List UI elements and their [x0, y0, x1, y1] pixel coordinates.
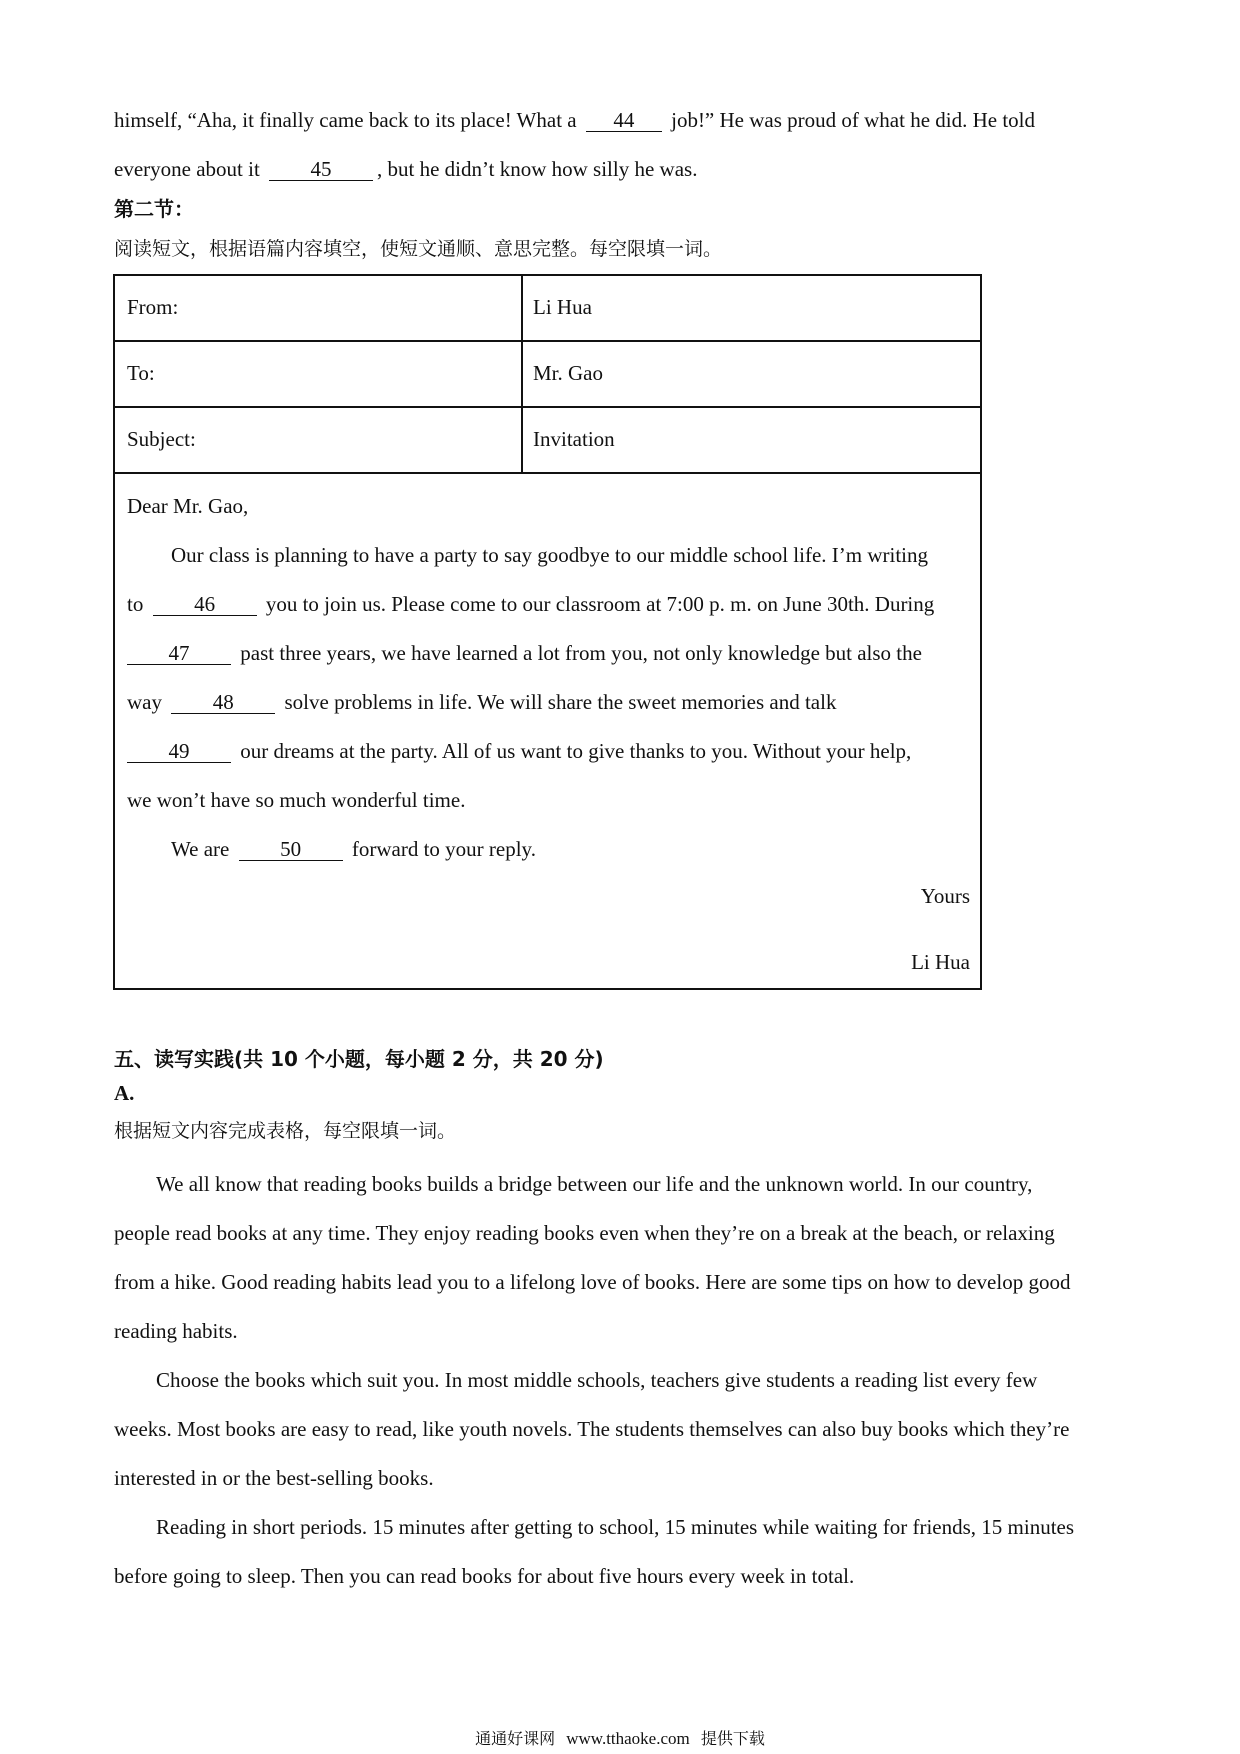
text-run: everyone about it [114, 157, 260, 181]
text-run: you to join us. Please come to our classroom at 7:00 p. m. on June 30th. During [265, 592, 935, 616]
text-run: past three years, we have learned a lot from you, not only knowledge but also the [240, 641, 922, 665]
passage-p1-line: reading habits. [114, 1319, 238, 1343]
letter-line-3 [127, 639, 922, 667]
blank-46[interactable]: 46 [153, 593, 257, 616]
letter-line-6: we won’t have so much wonderful time. [127, 788, 466, 812]
passage-p2-line: Choose the books which suit you. In most middle schools, teachers give students a reading list every few [156, 1368, 1038, 1392]
letter-line-4 [127, 688, 836, 716]
footer-suffix: 提供下载 [700, 1729, 765, 1748]
letter-signature: Li Hua [911, 950, 970, 974]
footer-url[interactable]: www.tthaoke.com [566, 1729, 690, 1748]
text-run: to [127, 592, 144, 616]
blank-44[interactable]: 44 [586, 109, 662, 132]
text-run: our dreams at the party. All of us want to give thanks to you. Without your help, [240, 739, 912, 763]
text-run: , but he didn’t know how silly he was. [377, 157, 698, 181]
section5-sub-a: A. [114, 1081, 135, 1105]
letter-line-5 [127, 737, 911, 765]
blank-49[interactable]: 49 [127, 740, 231, 763]
to-value: Mr. Gao [533, 361, 603, 385]
email-table [113, 274, 982, 990]
blank-48[interactable]: 48 [171, 691, 275, 714]
footer-site-name: 通通好课网 [475, 1729, 556, 1748]
blank-45[interactable]: 45 [269, 158, 373, 181]
blank-50[interactable]: 50 [239, 838, 343, 861]
passage-p2-line: interested in or the best-selling books. [114, 1466, 434, 1490]
text-run: forward to your reply. [351, 837, 536, 861]
text-run: We are [171, 837, 230, 861]
letter-closing: Yours [920, 884, 970, 908]
passage-p1-line: people read books at any time. They enjoy reading books even when they’re on a break at the beach, or relaxing [114, 1221, 1055, 1245]
text-run: job!” He was proud of what he did. He told [671, 108, 1036, 132]
passage-p3-line: before going to sleep. Then you can read books for about five hours every week in total. [114, 1564, 855, 1588]
from-label: From: [127, 295, 179, 319]
intro-line-1 [114, 106, 1124, 134]
column-divider [521, 276, 523, 340]
page-footer [0, 1728, 1240, 1750]
text-run: solve problems in life. We will share the sweet memories and talk [284, 690, 837, 714]
to-label: To: [127, 361, 155, 385]
passage-p2-line: weeks. Most books are easy to read, like youth novels. The students themselves can also buy books which they’re [114, 1417, 1070, 1441]
section5-heading: 五、读写实践(共 10 个小题，每小题 2 分，共 20 分) [114, 1047, 604, 1071]
email-row-subject [115, 408, 980, 474]
blank-47[interactable]: 47 [127, 642, 231, 665]
letter-line-7 [171, 835, 536, 863]
passage-p3-line: Reading in short periods. 15 minutes after getting to school, 15 minutes while waiting for friends, 15 minutes [156, 1515, 1075, 1539]
section2-heading: 第二节： [114, 197, 194, 221]
intro-line-2 [114, 155, 1124, 183]
column-divider [521, 342, 523, 406]
subject-value: Invitation [533, 427, 615, 451]
letter-line-1: Our class is planning to have a party to say goodbye to our middle school life. I’m writing [171, 543, 929, 567]
greeting: Dear Mr. Gao, [127, 494, 249, 518]
text-run: himself, “Aha, it finally came back to its place! What a [114, 108, 577, 132]
email-row-to [115, 342, 980, 408]
passage-p1-line: We all know that reading books builds a bridge between our life and the unknown world. In our country, [156, 1172, 1033, 1196]
subject-label: Subject: [127, 427, 196, 451]
text-run: way [127, 690, 162, 714]
from-value: Li Hua [533, 295, 592, 319]
email-row-from [115, 276, 980, 342]
section5-instruction: 根据短文内容完成表格，每空限填一词。 [114, 1120, 457, 1142]
letter-line-2 [127, 590, 934, 618]
passage-p1-line: from a hike. Good reading habits lead you to a lifelong love of books. Here are some tips on how to develop good [114, 1270, 1071, 1294]
section2-instruction: 阅读短文，根据语篇内容填空，使短文通顺、意思完整。每空限填一词。 [114, 238, 723, 260]
column-divider [521, 408, 523, 472]
